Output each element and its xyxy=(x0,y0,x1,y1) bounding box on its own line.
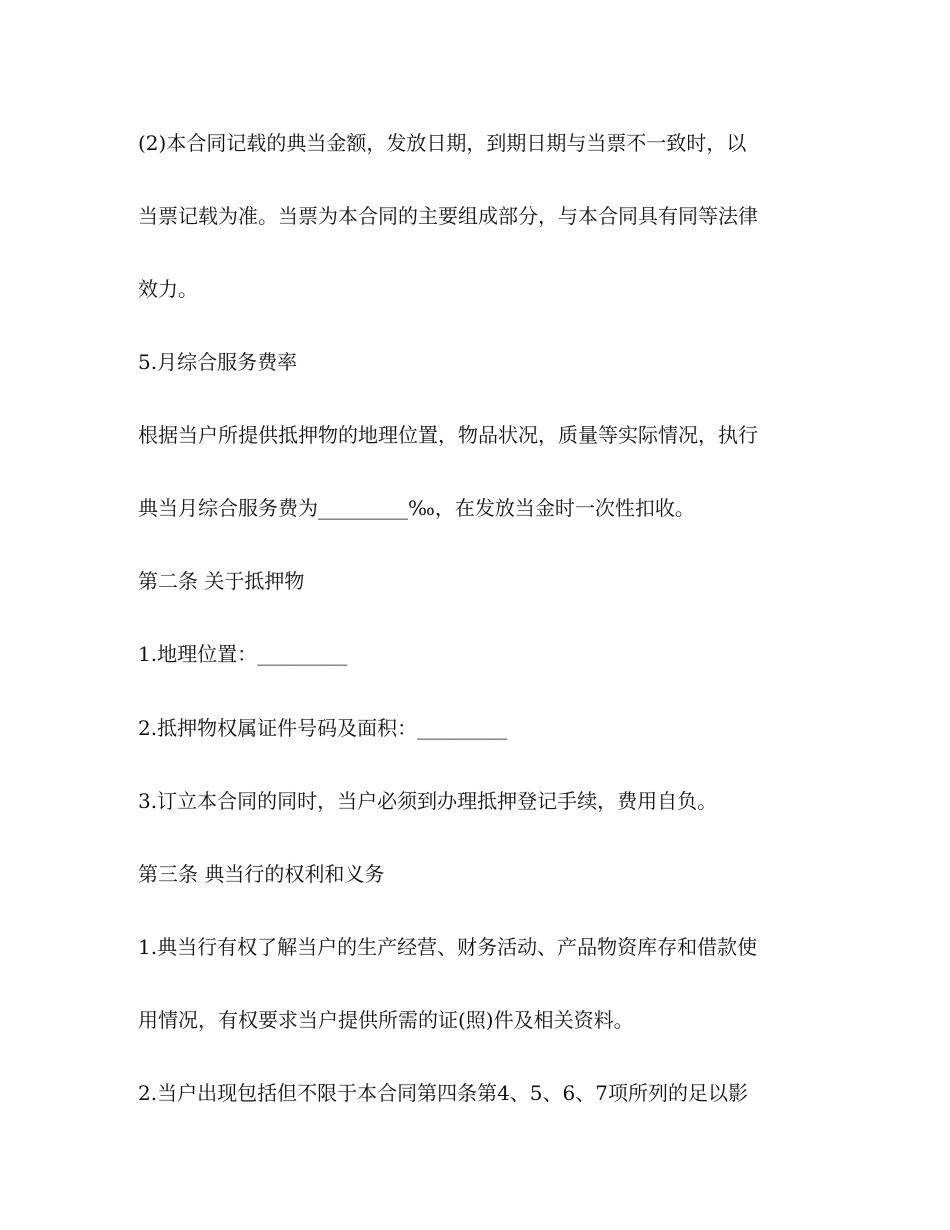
paragraph-line-13: 用情况，有权要求当户提供所需的证(照)件及相关资料。 xyxy=(138,1008,634,1032)
paragraph-line-6: 典当月综合服务费为_________‰，在发放当金时一次性扣收。 xyxy=(138,496,695,520)
paragraph-line-12: 1.典当行有权了解当户的生产经营、财务活动、产品物资库存和借款使 xyxy=(138,935,758,959)
paragraph-line-3: 效力。 xyxy=(138,277,198,301)
article-heading-3: 第三条 典当行的权利和义务 xyxy=(138,862,385,886)
paragraph-line-1: (2)本合同记载的典当金额，发放日期，到期日期与当票不一致时，以 xyxy=(138,131,747,155)
section-heading-service-fee: 5.月综合服务费率 xyxy=(138,350,298,374)
clause-registration: 3.订立本合同的同时，当户必须到办理抵押登记手续，费用自负。 xyxy=(138,789,718,813)
paragraph-line-5: 根据当户所提供抵押物的地理位置，物品状况，质量等实际情况，执行 xyxy=(138,423,758,447)
clause-certificate: 2.抵押物权属证件号码及面积：_________ xyxy=(138,716,508,740)
article-heading-2: 第二条 关于抵押物 xyxy=(138,569,305,593)
paragraph-line-2: 当票记载为准。当票为本合同的主要组成部分，与本合同具有同等法律 xyxy=(138,204,758,228)
clause-location: 1.地理位置：_________ xyxy=(138,642,348,666)
paragraph-line-14: 2.当户出现包括但不限于本合同第四条第4、5、6、7项所列的足以影 xyxy=(138,1081,748,1105)
